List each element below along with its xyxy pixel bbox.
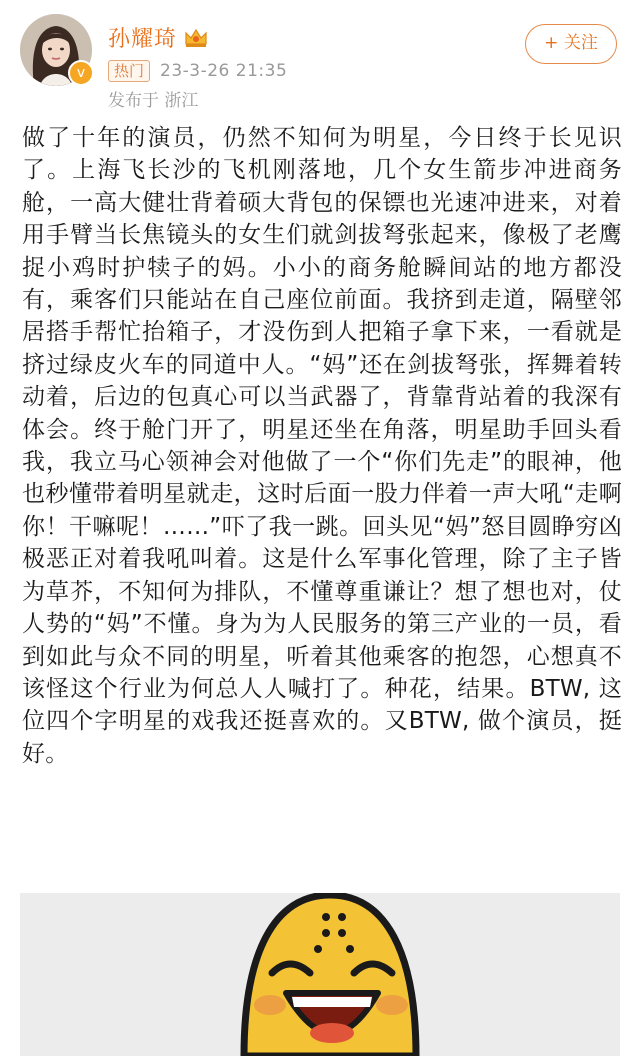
post-location: 发布于 浙江 [108,91,199,111]
verified-badge-icon: v [68,60,94,86]
post-header [0,0,640,118]
author-name[interactable]: 孙耀琦 [108,26,178,52]
crown-icon[interactable] [183,26,209,48]
hot-badge: 热门 [108,60,150,82]
laughing-monk-emoji-icon [20,893,620,1056]
post-time: 23-3-26 21:35 [160,61,288,81]
follow-button[interactable]: + 关注 [525,24,617,64]
post-text: 做了十年的演员，仍然不知何为明星，今日终于长见识了。上海飞长沙的飞机刚落地，几个女生箭步冲进商务舱，一高大健壮背着硕大背包的保镖也光速冲进来，对着用手臂当长焦镜头的女生们就剑拔弩张起来，像极了老鹰捉小鸡时护犊子的妈。小小的商务舱瞬间站的地方都没有，乘客们只能站在自己座位前面。我挤到走道，隔壁邻居搭手帮忙抬箱子，才没伤到人把箱子拿下来，一看就是挤过绿皮火车的同道中人。“妈”还在剑拔弩张，挥舞着转动着，后边的包真心可以当武器了，背靠背站着的我深有体会。终于舱门开了，明星还坐在角落，明星助手回头看我，我立马心领神会对他做了一个“你们先走”的眼神，他也秒懂带着明星就走，这时后面一股力伴着一声大吼“走啊你！干嘛呢！……”吓了我一跳。回头见“妈”怒目圆睁穷凶极恶正对着我吼叫着。这是什么军事化管理，除了主子皆为草芥，不知何为排队，不懂尊重谦让？想了想也对，仗人势的“妈”不懂。身为为人民服务的第三产业的一员，看到如此与众不同的明星，听着其他乘客的抱怨，心想真不该怪这个行业为何总人人喊打了。种花，结果。BTW, 这位四个字明星的戏我还挺喜欢的。又BTW, 做个演员，挺好。 [22,125,622,767]
post-image[interactable] [20,893,620,1056]
